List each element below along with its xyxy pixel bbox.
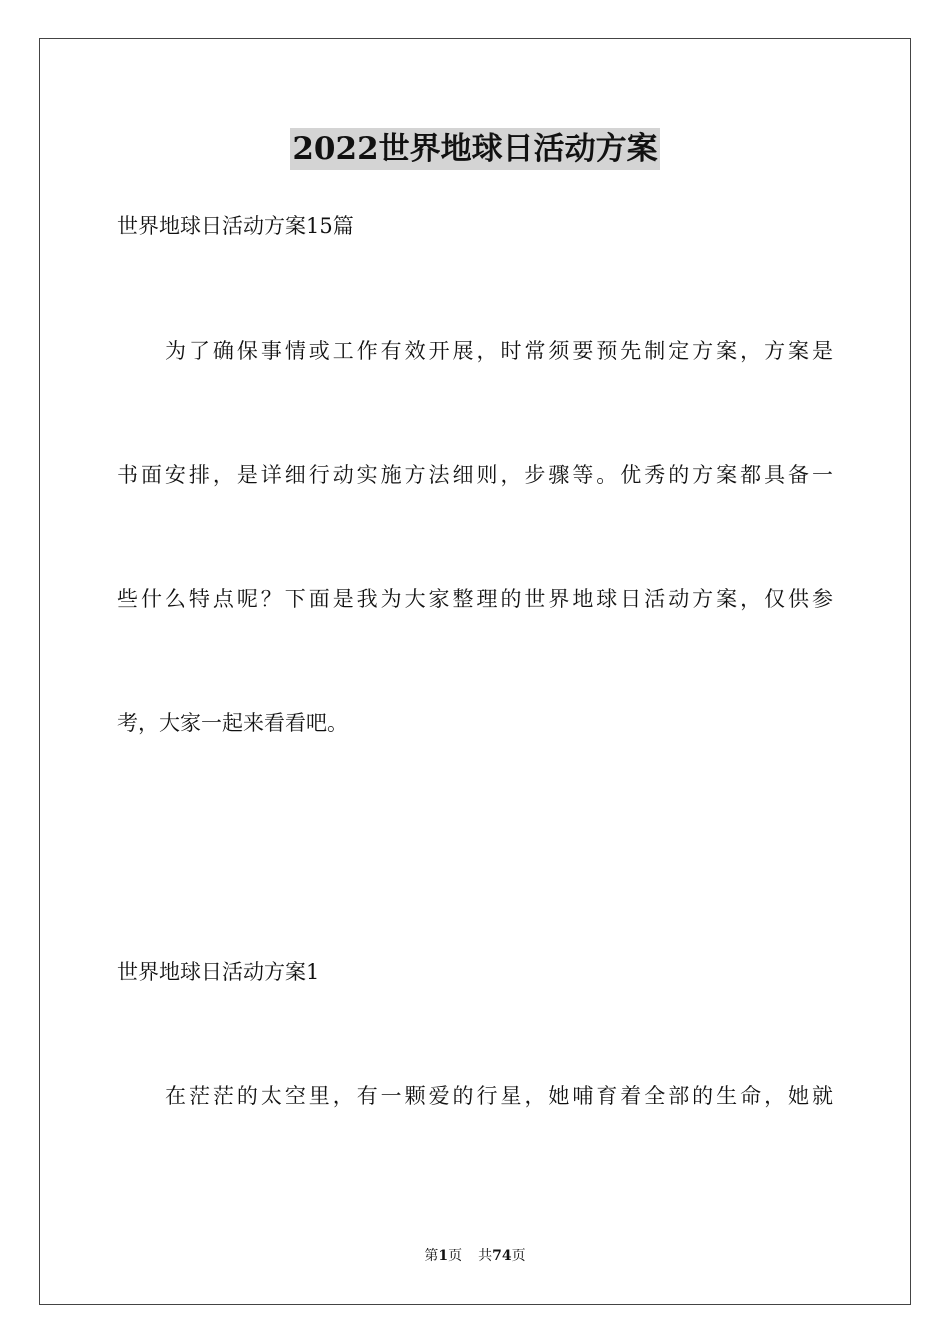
paragraph-1-line-4: 考，大家一起来看看吧。: [117, 711, 348, 735]
paragraph-2-line-1: 在茫茫的太空里，有一颗爱的行星，她哺育着全部的生命，她就: [165, 1084, 833, 1108]
footer-total-prefix: 共: [478, 1248, 493, 1264]
footer-page-current: 1: [438, 1248, 449, 1264]
footer-total-suffix: 页: [511, 1248, 526, 1264]
paragraph-1-line-2: 书面安排，是详细行动实施方法细则，步骤等。优秀的方案都具备一: [117, 463, 833, 487]
page-footer: [0, 1247, 950, 1265]
paragraph-1-line-1: 为了确保事情或工作有效开展，时常须要预先制定方案，方案是: [165, 339, 833, 363]
section-heading: 世界地球日活动方案1: [117, 960, 320, 984]
title-container: [0, 128, 950, 170]
footer-page-total: 74: [492, 1248, 512, 1264]
footer-page-prefix: 第: [424, 1248, 439, 1264]
document-title: 2022世界地球日活动方案: [290, 128, 659, 170]
footer-page-suffix: 页: [448, 1248, 463, 1264]
document-subtitle: 世界地球日活动方案15篇: [117, 214, 354, 238]
paragraph-1-line-3: 些什么特点呢？下面是我为大家整理的世界地球日活动方案，仅供参: [117, 587, 833, 611]
